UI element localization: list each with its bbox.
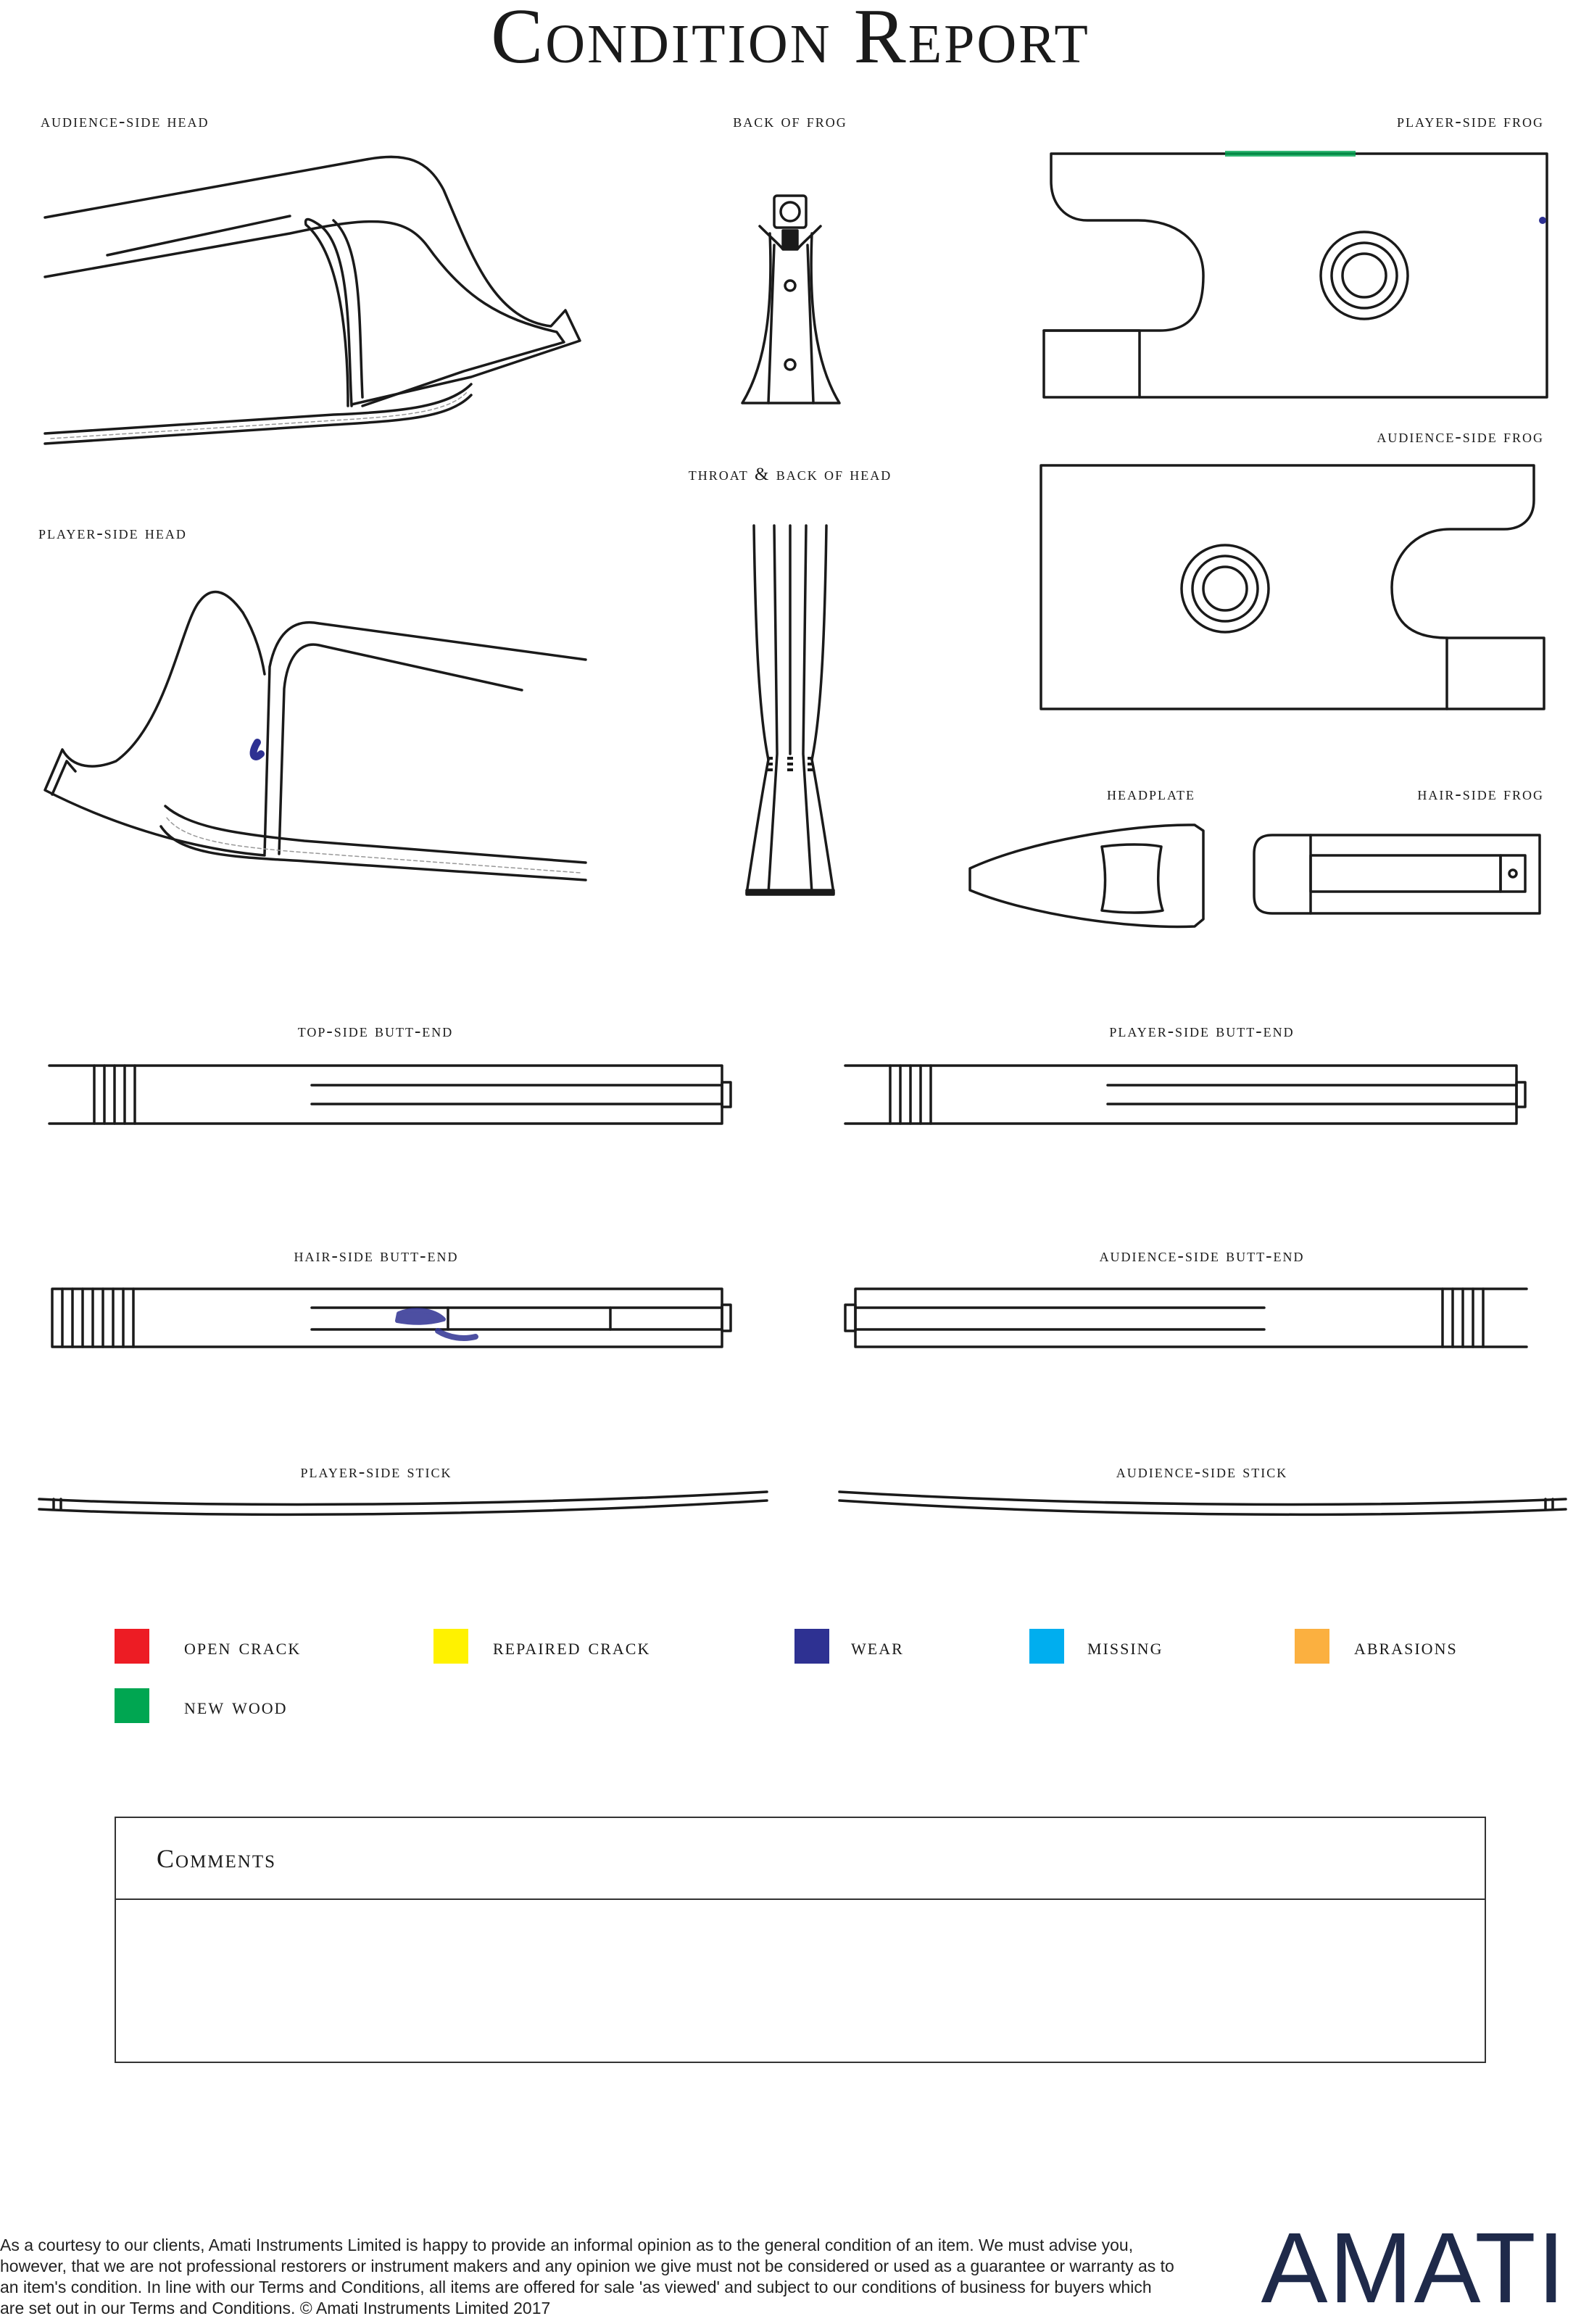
audience-side-frog-drawing <box>1041 465 1544 709</box>
page-title: Condition Report <box>491 0 1090 80</box>
wear-swatch <box>794 1629 829 1664</box>
top-side-butt-end-drawing <box>49 1066 731 1124</box>
label-player-side-frog: player-side frog <box>1397 112 1544 131</box>
legend-item-open-crack <box>115 1628 301 1664</box>
throat-back-of-head-drawing <box>747 526 834 895</box>
label-throat-back-of-head: throat & back of head <box>688 465 892 484</box>
comments-heading: Comments <box>116 1818 1485 1900</box>
legend-label: open crack <box>184 1632 302 1659</box>
audience-side-butt-end-drawing <box>845 1289 1527 1347</box>
label-headplate: headplate <box>1107 784 1195 804</box>
audience-side-head-drawing <box>45 157 580 444</box>
player-side-frog-drawing <box>1044 151 1547 397</box>
legend-item-wear <box>794 1628 904 1664</box>
missing-swatch <box>1029 1629 1064 1664</box>
player-side-head-drawing <box>45 592 586 880</box>
label-audience-side-head: audience-side head <box>41 112 209 131</box>
legend-item-repaired-crack <box>433 1628 650 1664</box>
label-player-side-butt-end: player-side butt-end <box>1109 1021 1295 1041</box>
legend-item-abrasions <box>1295 1628 1458 1664</box>
disclaimer-text: As a courtesy to our clients, Amati Instruments Limited is happy to provide an informal opinion as to the general condition of an item. We must advise you, however, that we are not professional restorers or instrument makers and any opinion we give must not be considered or used as a guarantee or warranty as to an item's condition. In line with our Terms and Conditions, all items are offered for sale 'as viewed' and subject to our conditions of business for buyers which are set out in our Terms and Conditions. © Amati Instruments Limited 2017 <box>0 2236 1174 2317</box>
player-side-butt-end-drawing <box>845 1066 1525 1124</box>
label-hair-side-frog: hair-side frog <box>1417 784 1544 804</box>
label-hair-side-butt-end: hair-side butt-end <box>294 1246 459 1266</box>
legend-label: wear <box>851 1632 904 1659</box>
hair-side-butt-end-drawing <box>52 1289 731 1347</box>
headplate-drawing <box>970 825 1203 927</box>
new-wood-swatch <box>115 1688 149 1723</box>
label-audience-side-frog: audience-side frog <box>1377 427 1544 447</box>
comments-area[interactable] <box>116 1900 1485 2061</box>
label-player-side-head: player-side head <box>38 523 187 543</box>
label-audience-side-stick: audience-side stick <box>1116 1462 1288 1482</box>
label-player-side-stick: player-side stick <box>300 1462 452 1482</box>
label-back-of-frog: back of frog <box>733 112 847 131</box>
abrasions-swatch <box>1295 1629 1329 1664</box>
legend-item-new-wood <box>115 1688 288 1724</box>
legend-label: repaired crack <box>493 1632 651 1659</box>
repaired-crack-swatch <box>433 1629 468 1664</box>
legend-label: new wood <box>184 1692 288 1719</box>
legend-item-missing <box>1029 1628 1163 1664</box>
label-top-side-butt-end: top-side butt-end <box>297 1021 454 1041</box>
player-side-stick-drawing <box>39 1492 767 1514</box>
brand-logo: AMATI <box>1261 2212 1567 2324</box>
label-audience-side-butt-end: audience-side butt-end <box>1099 1246 1305 1266</box>
legend-label: missing <box>1087 1632 1163 1659</box>
legend-label: abrasions <box>1354 1632 1458 1659</box>
comments-box <box>115 1817 1486 2063</box>
open-crack-swatch <box>115 1629 149 1664</box>
hair-side-frog-drawing <box>1254 835 1540 913</box>
back-of-frog-drawing <box>742 196 839 403</box>
audience-side-stick-drawing <box>839 1492 1566 1514</box>
